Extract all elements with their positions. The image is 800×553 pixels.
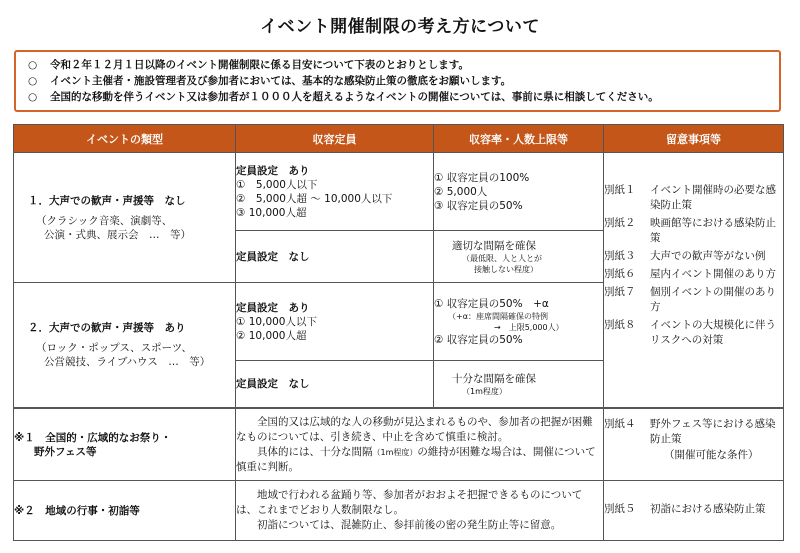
special-desc-part: 具体的には、十分な間隔	[257, 445, 373, 458]
notice-box	[14, 50, 781, 112]
limit-sub: → 上限5,000人）	[494, 322, 564, 332]
page-title: イベント開催制限の考え方について	[260, 17, 540, 37]
special-events-table	[13, 408, 784, 541]
table-row	[14, 153, 784, 231]
limit-cell	[434, 283, 604, 361]
limit-sub: （+α：座席間隔確保の特例	[448, 311, 548, 321]
notice-text: イベント主催者・施設管理者及び参加者においては、基本的な感染防止策の徹底をお願いします。	[50, 75, 512, 87]
table-row	[14, 409, 784, 481]
event-type-cell	[14, 283, 236, 408]
special-label-cell	[14, 481, 236, 541]
special-desc: 初詣については、混雑防止、参拝前後の密の発生防止等に留意。	[257, 519, 562, 531]
note-number: 別紙１	[604, 184, 636, 196]
header-capacity: 収容定員	[236, 125, 434, 153]
note-text: イベントの大規模化に伴うリスクへの対策	[650, 319, 776, 346]
note-text: 大声での歓声等がない例	[650, 250, 766, 262]
event-type-title: ２．大声での歓声・声援等 あり	[28, 322, 186, 334]
header-limit: 収容率・人数上限等	[434, 125, 604, 153]
special-desc-cell	[236, 481, 604, 541]
event-type-example: （ロック・ポップス、スポーツ、	[36, 342, 193, 354]
event-type-cell	[14, 153, 236, 283]
note-number: 別紙３	[604, 250, 636, 262]
limit-sub: （1m程度）	[462, 386, 507, 396]
notice-item	[28, 89, 767, 105]
event-type-example: 公営競技、ライブハウス … 等）	[44, 356, 211, 368]
note-text: イベント開催時の必要な感染防止策	[650, 184, 776, 211]
event-limit-table	[13, 124, 784, 408]
special-desc: 全国的又は広域的な人の移動が見込まれるものや、参加者の把握が困難なものについては、引き続き、中止を含めて慎重に検討。	[236, 415, 593, 443]
note-text: 個別イベントの開催のあり方	[650, 286, 776, 313]
note-item	[604, 285, 783, 315]
special-label: ※２ 地域の行事・初詣等	[14, 504, 140, 517]
bullet-icon: ○	[28, 59, 38, 71]
note-item	[604, 183, 783, 213]
note-number: 別紙７	[604, 286, 636, 298]
capacity-line: ① 10,000人以下	[236, 315, 317, 328]
special-desc-part: の維持が困難な場合は、開催について慎重に判断。	[236, 445, 596, 473]
capacity-title: 定員設定 あり	[236, 164, 310, 177]
special-desc-cell	[236, 409, 604, 481]
special-desc	[236, 445, 603, 475]
table-header-row	[14, 125, 784, 153]
special-note-cell	[604, 409, 784, 481]
limit-line: ① 収容定員の50% +α	[434, 297, 549, 310]
capacity-line: ② 5,000人超 ～ 10,000人以下	[236, 192, 393, 205]
limit-main: 適切な間隔を確保	[452, 239, 536, 252]
note-number: 別紙５	[604, 502, 636, 515]
special-desc-small: （1m程度）	[372, 447, 418, 457]
capacity-cell	[236, 283, 434, 361]
note-text: 野外フェス等における感染防止策	[650, 418, 776, 445]
limit-main: 十分な間隔を確保	[452, 372, 536, 385]
note-number: 別紙８	[604, 319, 636, 331]
event-type-title: １．大声での歓声・声援等 なし	[28, 194, 186, 207]
special-label-cell	[14, 409, 236, 481]
capacity-title: 定員設定 なし	[236, 361, 434, 408]
note-text: 初詣における感染防止策	[650, 502, 766, 515]
limit-cell	[434, 231, 604, 283]
special-label: ※１ 全国的・広域的なお祭り・	[14, 431, 172, 444]
note-item	[604, 216, 783, 246]
event-type-example: 公演・式典、展示会 … 等）	[44, 228, 191, 241]
notice-item	[28, 73, 767, 89]
capacity-title: 定員設定 なし	[236, 231, 434, 283]
bullet-icon: ○	[28, 91, 38, 103]
limit-sub: （最低限、人と人とが	[462, 253, 542, 263]
limit-sub: 接触しない程度）	[474, 264, 538, 274]
header-notes: 留意事項等	[604, 125, 784, 153]
capacity-line: ② 10,000人超	[236, 329, 307, 342]
special-label: 野外フェス等	[34, 445, 97, 458]
bullet-icon: ○	[28, 75, 38, 87]
note-number: 別紙４	[604, 418, 636, 430]
note-text: 屋内イベント開催のあり方	[650, 268, 776, 280]
limit-line: ③ 収容定員の50%	[434, 199, 523, 212]
limit-line: ① 収容定員の100%	[434, 171, 530, 184]
table-row	[14, 481, 784, 541]
limit-line: ② 5,000人	[434, 185, 488, 198]
note-number: 別紙２	[604, 217, 636, 229]
limit-cell	[434, 153, 604, 231]
capacity-line: ③ 10,000人超	[236, 206, 307, 219]
note-extra: （開催可能な条件）	[664, 449, 759, 461]
note-number: 別紙６	[604, 268, 636, 280]
notice-item	[28, 57, 767, 73]
capacity-title: 定員設定 あり	[236, 301, 310, 314]
capacity-line: ① 5,000人以下	[236, 178, 318, 191]
note-item	[604, 318, 783, 348]
notice-text: 全国的な移動を伴うイベント又は参加者が１０００人を超えるようなイベントの開催については、事前に県に相談してください。	[50, 91, 659, 103]
capacity-cell	[236, 153, 434, 231]
event-type-example: （クラシック音楽、演劇等、	[36, 214, 173, 227]
limit-line: ② 収容定員の50%	[434, 333, 523, 346]
special-note-cell	[604, 481, 784, 541]
note-item	[604, 417, 783, 447]
special-desc: 地域で行われる盆踊り等、参加者がおおよそ把握できるものについては、これまでどおり人数制限なし。	[236, 489, 583, 516]
limit-cell	[434, 361, 604, 408]
note-item	[604, 267, 783, 282]
header-event-type: イベントの類型	[14, 125, 236, 153]
note-item	[604, 249, 783, 264]
notice-text: 令和２年１２月１日以降のイベント開催制限に係る目安について下表のとおりとします。	[50, 59, 469, 71]
notes-cell	[604, 153, 784, 408]
note-item	[604, 502, 783, 517]
note-text: 映画館等における感染防止策	[650, 217, 776, 244]
